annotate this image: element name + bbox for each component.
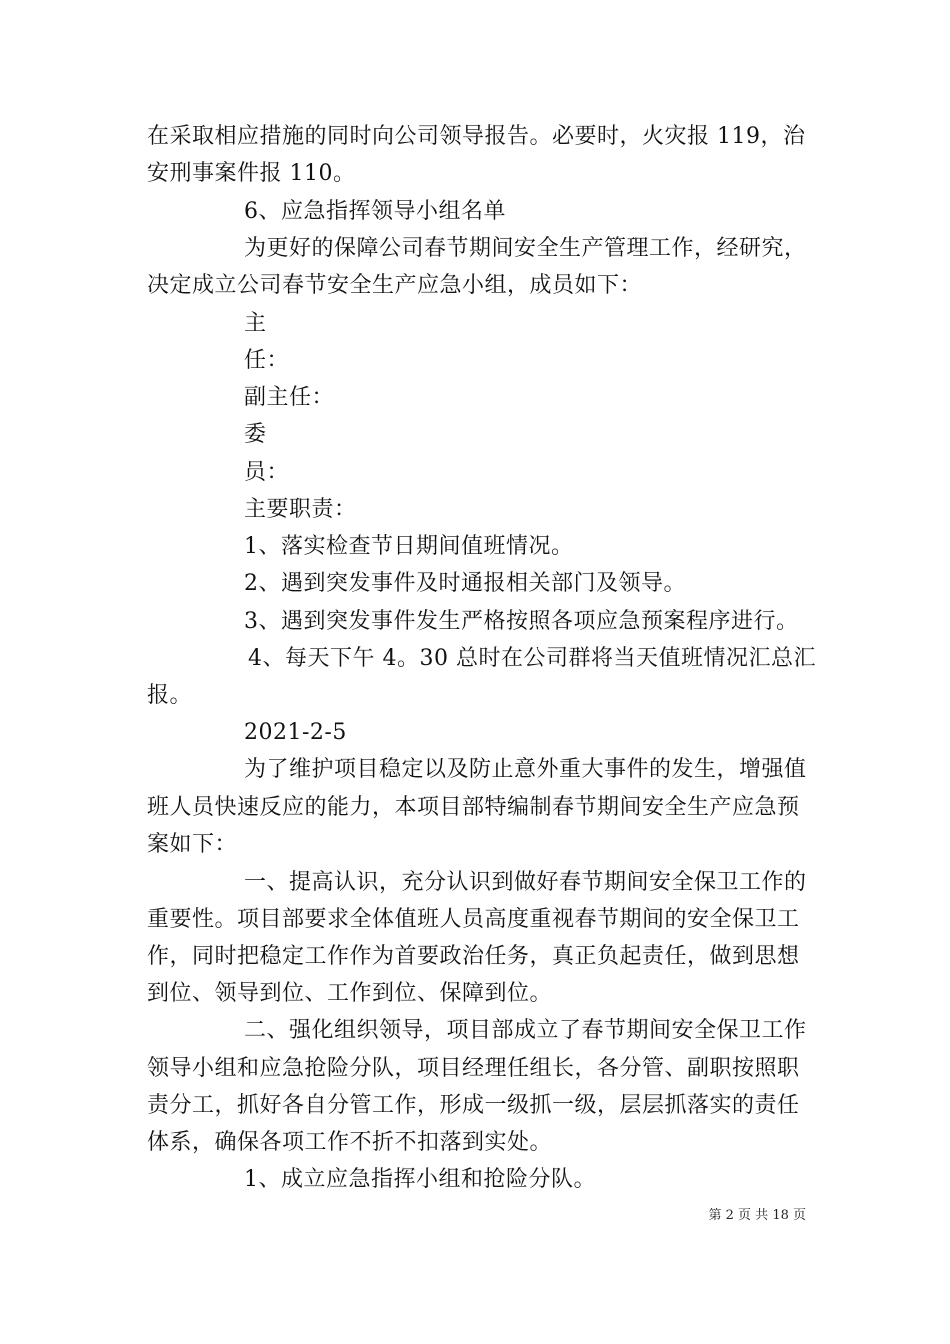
body-line-20: 案如下：	[147, 832, 238, 857]
role-director-1: 主	[244, 311, 267, 336]
body-line-4: 为更好的保障公司春节期间安全生产管理工作，经研究，	[244, 236, 807, 261]
body-line-5: 决定成立公司春节安全生产应急小组，成员如下：	[147, 273, 643, 298]
duty-item-2: 2、遇到突发事件及时通报相关部门及领导。	[244, 571, 686, 596]
body-line-23: 作，同时把稳定工作作为首要政治任务，真正负起责任，做到思想	[147, 944, 800, 969]
body-line-18: 为了维护项目稳定以及防止意外重大事件的发生，增强值	[244, 757, 807, 782]
body-line-24: 到位、领导到位、工作到位、保障到位。	[147, 981, 553, 1006]
duties-heading: 主要职责：	[244, 497, 357, 522]
body-line-19: 班人员快速反应的能力，本项目部特编制春节期间安全生产应急预	[147, 795, 800, 820]
document-date: 2021-2-5	[244, 720, 347, 745]
role-deputy-director: 副主任：	[244, 385, 335, 410]
body-line-26: 领导小组和应急抢险分队，项目经理任组长，各分管、副职按照职	[147, 1056, 800, 1081]
duty-item-3: 3、遇到突发事件发生严格按照各项应急预案程序进行。	[244, 609, 799, 634]
page-number-footer: 第 2 页 共 18 页	[708, 1208, 806, 1223]
body-line-22: 重要性。项目部要求全体值班人员高度重视春节期间的安全保卫工	[147, 907, 800, 932]
duty-item-1: 1、落实检查节日期间值班情况。	[244, 534, 574, 559]
role-member-2: 员：	[244, 460, 290, 485]
body-line-28: 体系，确保各项工作不折不扣落到实处。	[147, 1130, 553, 1155]
role-director-2: 任：	[244, 348, 290, 373]
body-line-29: 1、成立应急指挥小组和抢险分队。	[244, 1167, 596, 1192]
body-line-25: 二、强化组织领导，项目部成立了春节期间安全保卫工作	[244, 1018, 807, 1043]
role-member-1: 委	[244, 422, 267, 447]
duty-item-4: 4、每天下午 4。30 总时在公司群将当天值班情况汇总汇	[248, 646, 816, 671]
body-line-1: 在采取相应措施的同时向公司领导报告。必要时，火灾报 119，治	[147, 124, 806, 149]
section-heading: 6、应急指挥领导小组名单	[244, 199, 506, 224]
body-line-27: 责分工，抓好各自分管工作，形成一级抓一级，层层抓落实的责任	[147, 1093, 800, 1118]
body-line-2: 安刑事案件报 110。	[147, 161, 356, 186]
body-line-21: 一、提高认识，充分认识到做好春节期间安全保卫工作的	[244, 870, 807, 895]
body-line-16: 报。	[147, 683, 193, 708]
